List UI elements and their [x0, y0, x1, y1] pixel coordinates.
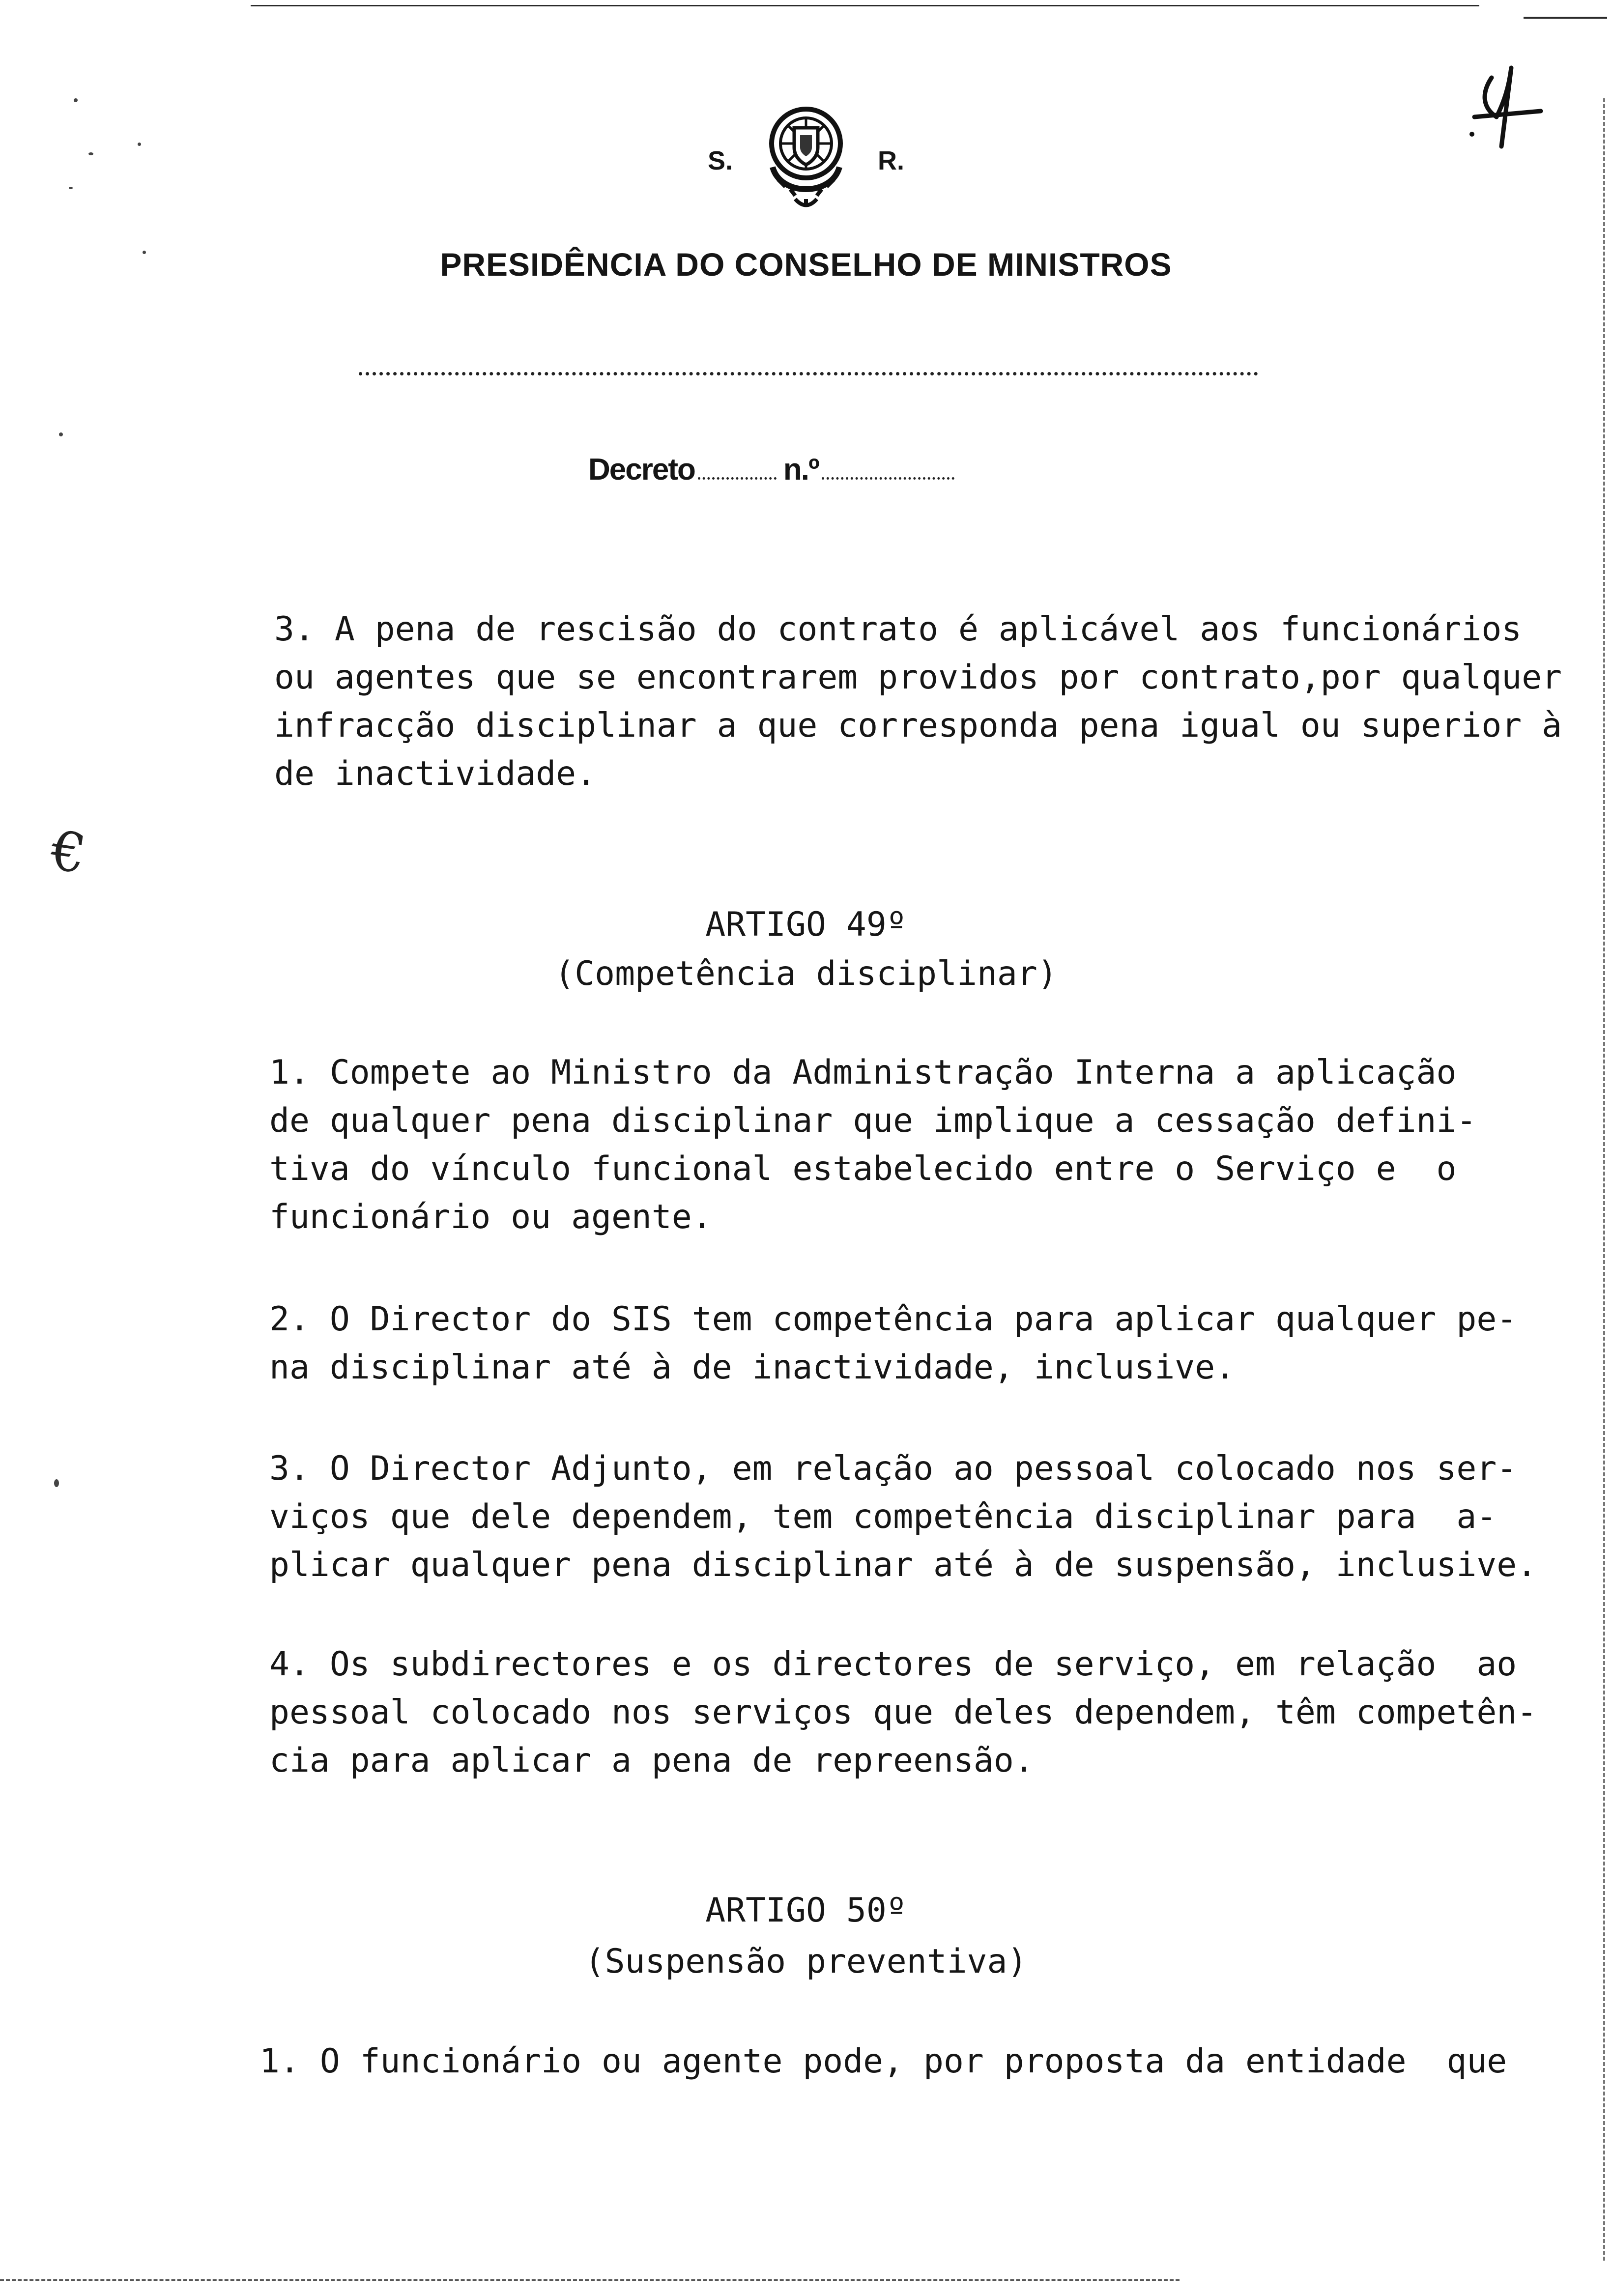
text-line: 1. Compete ao Ministro da Administração Interna a aplicação: [269, 1053, 1457, 1092]
text-line: de inactividade.: [274, 754, 597, 793]
text-line: plicar qualquer pena disciplinar até à de suspensão, inclusive.: [269, 1546, 1537, 1584]
text-line: 3. O Director Adjunto, em relação ao pessoal colocado nos ser-: [269, 1449, 1517, 1488]
decree-number-blank: [822, 472, 954, 480]
article-49-paragraph-2: [269, 1295, 1517, 1392]
decree-label: Decreto: [588, 453, 695, 487]
coat-of-arms-icon: [766, 98, 846, 211]
text-line: 1. O funcionário ou agente pode, por proposta da entidade que: [259, 2042, 1507, 2081]
scan-edge-top: [251, 5, 1479, 6]
handwritten-folio-mark: [1462, 58, 1546, 151]
article-49-paragraph-3: [269, 1445, 1537, 1589]
letterhead-seal-row: [708, 98, 904, 211]
decree-number-line: [588, 452, 961, 487]
text-line: viços que dele dependem, tem competência disciplinar para a-: [269, 1497, 1497, 1536]
scan-edge-bottom: [0, 2279, 1180, 2281]
scan-speck: [74, 98, 78, 102]
scan-speck: [138, 143, 141, 146]
decree-blank: [698, 472, 777, 480]
text-line: tiva do vínculo funcional estabelecido entre o Serviço e o: [269, 1149, 1457, 1188]
decree-number-label: n.º: [783, 453, 819, 487]
article-50-title: (Suspensão preventiva): [584, 1942, 1028, 1981]
article-49-title: (Competência disciplinar): [554, 954, 1058, 993]
paragraph-3-rescission: [274, 605, 1562, 798]
scan-speck: [69, 187, 73, 189]
scan-speck: [88, 152, 93, 155]
text-line: 2. O Director do SIS tem competência para aplicar qualquer pe-: [269, 1300, 1517, 1339]
scan-edge-top-right: [1524, 17, 1607, 19]
handwritten-margin-mark: €: [47, 818, 90, 886]
text-line: pessoal colocado nos serviços que deles dependem, têm competên-: [269, 1693, 1537, 1732]
article-50-number: ARTIGO 50º: [705, 1891, 907, 1930]
text-line: na disciplinar até à de inactividade, inclusive.: [269, 1348, 1236, 1387]
article-49-paragraph-1: [269, 1049, 1476, 1241]
text-line: de qualquer pena disciplinar que implique a cessação defini-: [269, 1101, 1477, 1140]
text-line: cia para aplicar a pena de repreensão.: [269, 1741, 1034, 1780]
scan-speck: [59, 432, 63, 436]
article-49-paragraph-4: [269, 1640, 1537, 1785]
scan-edge-right: [1603, 98, 1605, 2261]
letterhead-r: R.: [878, 146, 904, 175]
text-line: 3. A pena de rescisão do contrato é aplicável aos funcionários: [274, 610, 1522, 649]
article-50-paragraph-1: [259, 2038, 1507, 2086]
institution-heading: PRESIDÊNCIA DO CONSELHO DE MINISTROS: [440, 246, 1172, 283]
text-line: funcionário ou agente.: [269, 1198, 712, 1236]
scan-speck: [54, 1479, 59, 1487]
article-49-number: ARTIGO 49º: [705, 905, 907, 944]
letterhead-s: S.: [708, 146, 733, 175]
text-line: 4. Os subdirectores e os directores de serviço, em relação ao: [269, 1645, 1517, 1684]
text-line: ou agentes que se encontrarem providos por contrato,por qualquer: [274, 658, 1562, 697]
dotted-divider: [359, 372, 1258, 375]
text-line: infracção disciplinar a que corresponda pena igual ou superior à: [274, 706, 1562, 745]
